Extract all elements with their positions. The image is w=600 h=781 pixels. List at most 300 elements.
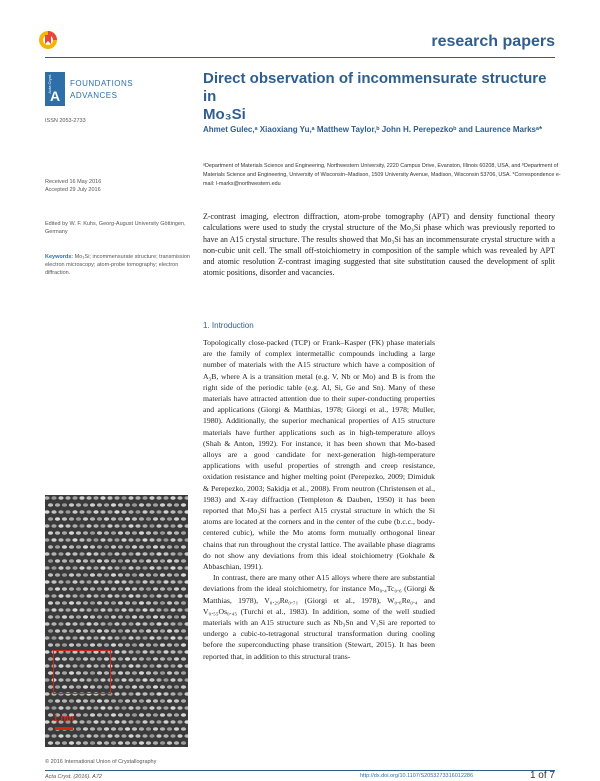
atom-column: [48, 503, 53, 507]
atom-column: [104, 643, 109, 647]
atom-column: [135, 538, 140, 542]
atom-column: [184, 524, 188, 528]
atom-column: [170, 552, 175, 556]
atom-column: [153, 615, 158, 619]
atom-column: [65, 594, 70, 598]
atom-column: [146, 517, 151, 521]
atom-column: [55, 699, 60, 703]
atom-column: [156, 650, 161, 654]
atom-column: [93, 538, 98, 542]
atom-column: [167, 657, 172, 661]
atom-column: [156, 706, 161, 710]
atom-column: [93, 510, 98, 514]
atom-column: [128, 650, 133, 654]
atom-column: [125, 587, 130, 591]
page-number: 1 of 7: [529, 770, 555, 781]
atom-column: [174, 559, 179, 563]
atom-column: [100, 580, 105, 584]
atom-column: [104, 517, 109, 521]
atom-column: [83, 559, 88, 563]
atom-column: [125, 517, 130, 521]
atom-column: [174, 713, 179, 717]
atom-column: [125, 643, 130, 647]
atom-column: [139, 629, 144, 633]
atom-column: [79, 608, 84, 612]
atom-column: [128, 510, 133, 514]
atom-column: [62, 601, 67, 605]
atom-column: [170, 622, 175, 626]
authors: Ahmet Gulec,ᵃ Xiaoxiang Yu,ᵃ Matthew Taylor,ᵇ John H. Perepezkoᵇ and Laurence Marksᵃ*: [203, 125, 543, 134]
atom-column: [121, 622, 126, 626]
atom-column: [163, 552, 168, 556]
atom-column: [184, 636, 188, 640]
atom-column: [163, 678, 168, 682]
atom-column: [177, 636, 182, 640]
atom-column: [156, 524, 161, 528]
atom-column: [125, 685, 130, 689]
atom-column: [135, 580, 140, 584]
atom-column: [86, 552, 91, 556]
atom-column: [104, 741, 109, 745]
atom-column: [62, 699, 67, 703]
atom-column: [107, 538, 112, 542]
atom-column: [65, 706, 70, 710]
atom-column: [72, 510, 77, 514]
atom-column: [184, 650, 188, 654]
atom-column: [153, 517, 158, 521]
atom-column: [184, 692, 188, 696]
atom-column: [93, 720, 98, 724]
atom-column: [62, 587, 67, 591]
atom-column: [167, 699, 172, 703]
atom-column: [181, 503, 186, 507]
header-divider: [45, 57, 555, 58]
atom-column: [72, 706, 77, 710]
atom-column: [118, 629, 123, 633]
atom-column: [184, 496, 188, 500]
atom-column: [160, 657, 165, 661]
atom-column: [128, 608, 133, 612]
atom-column: [107, 734, 112, 738]
atom-column: [177, 706, 182, 710]
atom-column: [62, 741, 67, 745]
atom-column: [163, 720, 168, 724]
atom-column: [128, 538, 133, 542]
atom-column: [121, 608, 126, 612]
atom-column: [163, 510, 168, 514]
atom-column: [174, 741, 179, 745]
atom-column: [121, 692, 126, 696]
atom-column: [90, 727, 95, 731]
atom-column: [135, 664, 140, 668]
received-date: Received 16 May 2016: [45, 179, 102, 185]
atom-column: [121, 720, 126, 724]
atom-column: [55, 601, 60, 605]
atom-column: [149, 734, 154, 738]
atom-column: [114, 678, 119, 682]
atom-column: [76, 629, 81, 633]
atom-column: [55, 587, 60, 591]
atom-column: [142, 552, 147, 556]
atom-column: [160, 699, 165, 703]
atom-column: [107, 566, 112, 570]
atom-column: [51, 636, 56, 640]
atom-column: [132, 587, 137, 591]
atom-column: [79, 510, 84, 514]
atom-column: [93, 636, 98, 640]
atom-column: [104, 559, 109, 563]
atom-column: [170, 566, 175, 570]
atom-column: [153, 559, 158, 563]
atom-column: [139, 643, 144, 647]
atom-column: [181, 531, 186, 535]
atom-column: [90, 503, 95, 507]
atom-column: [125, 741, 130, 745]
atom-column: [107, 608, 112, 612]
atom-column: [65, 608, 70, 612]
atom-column: [139, 503, 144, 507]
atom-column: [55, 643, 60, 647]
atom-column: [58, 594, 63, 598]
atom-column: [128, 594, 133, 598]
atom-column: [167, 629, 172, 633]
atom-column: [142, 650, 147, 654]
atom-column: [83, 545, 88, 549]
atom-column: [181, 573, 186, 577]
atom-column: [62, 573, 67, 577]
atom-column: [170, 706, 175, 710]
atom-column: [167, 545, 172, 549]
atom-column: [90, 531, 95, 535]
microscopy-image: [45, 495, 188, 747]
atom-column: [184, 538, 188, 542]
atom-column: [45, 496, 50, 500]
atom-column: [86, 510, 91, 514]
atom-column: [118, 573, 123, 577]
atom-column: [90, 699, 95, 703]
atom-column: [76, 559, 81, 563]
atom-column: [97, 587, 102, 591]
atom-column: [100, 524, 105, 528]
atom-column: [121, 552, 126, 556]
atom-column: [93, 594, 98, 598]
atom-column: [45, 650, 50, 654]
atom-column: [58, 496, 63, 500]
atom-column: [45, 664, 50, 668]
atom-column: [48, 727, 53, 731]
journal-name: [70, 78, 133, 102]
atom-column: [111, 713, 116, 717]
citation: Acta Cryst. (2016). A72: [45, 774, 102, 780]
atom-column: [97, 573, 102, 577]
atom-column: [170, 664, 175, 668]
atom-column: [128, 734, 133, 738]
atom-column: [62, 559, 67, 563]
atom-column: [118, 685, 123, 689]
atom-column: [146, 657, 151, 661]
atomic-lattice-pattern: [45, 495, 188, 747]
atom-column: [132, 545, 137, 549]
copyright: © 2016 International Union of Crystallography: [45, 759, 157, 765]
atom-column: [72, 594, 77, 598]
atom-column: [111, 601, 116, 605]
atom-column: [125, 601, 130, 605]
atom-column: [86, 594, 91, 598]
atom-column: [114, 552, 119, 556]
atom-column: [142, 636, 147, 640]
atom-column: [62, 531, 67, 535]
atom-column: [100, 566, 105, 570]
atom-column: [83, 531, 88, 535]
atom-column: [181, 615, 186, 619]
atom-column: [83, 615, 88, 619]
atom-column: [104, 531, 109, 535]
atom-column: [83, 587, 88, 591]
atom-column: [139, 741, 144, 745]
atom-column: [174, 615, 179, 619]
atom-column: [121, 650, 126, 654]
atom-column: [174, 657, 179, 661]
atom-column: [149, 552, 154, 556]
atom-column: [146, 727, 151, 731]
atom-column: [135, 566, 140, 570]
atom-column: [58, 566, 63, 570]
atom-column: [121, 664, 126, 668]
atom-column: [125, 727, 130, 731]
atom-column: [156, 678, 161, 682]
atom-column: [181, 741, 186, 745]
atom-column: [118, 713, 123, 717]
atom-column: [160, 517, 165, 521]
atom-column: [132, 573, 137, 577]
atom-column: [76, 531, 81, 535]
atom-column: [51, 706, 56, 710]
atom-column: [153, 713, 158, 717]
atom-column: [58, 622, 63, 626]
atom-column: [118, 559, 123, 563]
atom-column: [121, 594, 126, 598]
atom-column: [114, 524, 119, 528]
atom-column: [107, 496, 112, 500]
atom-column: [149, 650, 154, 654]
atom-column: [121, 636, 126, 640]
atom-column: [51, 496, 56, 500]
atom-column: [62, 615, 67, 619]
atom-column: [128, 678, 133, 682]
atom-column: [72, 538, 77, 542]
atom-column: [139, 727, 144, 731]
abstract: Z-contrast imaging, electron diffraction, atom-probe tomography (APT) and density functional theory calculations were used to study the crystal structure of the Mo₃Si phase which was previously reported to have an A15 crystal structure. The results showed that Mo₃Si has an incommensurate crystal structure with a non-cubic unit cell. The small off-stoichiometry in composition of the sample which was revealed by APT and atomic resolution Z-contrast imaging suggested that site substitution caused the development of split atomic positions, disorder and vacancies.: [203, 212, 555, 278]
atom-column: [177, 496, 182, 500]
atom-column: [104, 503, 109, 507]
atom-column: [177, 692, 182, 696]
atom-column: [72, 524, 77, 528]
atom-column: [111, 559, 116, 563]
atom-column: [156, 594, 161, 598]
atom-column: [128, 580, 133, 584]
doi-link[interactable]: http://dx.doi.org/10.1107/S2053273316012286: [360, 773, 474, 779]
atom-column: [135, 636, 140, 640]
atom-column: [76, 643, 81, 647]
atom-column: [153, 671, 158, 675]
atom-column: [142, 510, 147, 514]
atom-column: [170, 734, 175, 738]
atom-column: [104, 587, 109, 591]
atom-column: [177, 580, 182, 584]
atom-column: [156, 734, 161, 738]
atom-column: [86, 734, 91, 738]
dates: [45, 178, 193, 194]
atom-column: [139, 559, 144, 563]
atom-column: [174, 601, 179, 605]
atom-column: [146, 699, 151, 703]
atom-column: [174, 629, 179, 633]
atom-column: [69, 699, 74, 703]
atom-column: [58, 706, 63, 710]
atom-column: [163, 538, 168, 542]
atom-column: [69, 573, 74, 577]
atom-column: [170, 650, 175, 654]
atom-column: [177, 552, 182, 556]
atom-column: [48, 545, 53, 549]
atom-column: [156, 580, 161, 584]
atom-column: [100, 622, 105, 626]
atom-column: [65, 538, 70, 542]
keywords: [45, 253, 193, 277]
atom-column: [156, 720, 161, 724]
atom-column: [107, 594, 112, 598]
atom-column: [58, 524, 63, 528]
atom-column: [177, 510, 182, 514]
atom-column: [69, 545, 74, 549]
atom-column: [181, 587, 186, 591]
keywords-label: Keywords:: [45, 254, 74, 260]
atom-column: [45, 622, 50, 626]
atom-column: [90, 559, 95, 563]
journal-name-line1: FOUNDATIONS: [70, 79, 134, 88]
atom-column: [184, 552, 188, 556]
atom-column: [114, 706, 119, 710]
atom-column: [58, 580, 63, 584]
atom-column: [156, 566, 161, 570]
atom-column: [153, 699, 158, 703]
atom-column: [121, 566, 126, 570]
atom-column: [62, 503, 67, 507]
atom-column: [86, 580, 91, 584]
atom-column: [69, 503, 74, 507]
atom-column: [167, 559, 172, 563]
atom-column: [114, 594, 119, 598]
atom-column: [97, 517, 102, 521]
atom-column: [114, 636, 119, 640]
atom-column: [51, 594, 56, 598]
atom-column: [135, 622, 140, 626]
crossmark-icon[interactable]: [38, 30, 58, 52]
atom-column: [139, 601, 144, 605]
atom-column: [146, 601, 151, 605]
atom-column: [128, 566, 133, 570]
atom-column: [170, 496, 175, 500]
atom-column: [118, 503, 123, 507]
atom-column: [170, 538, 175, 542]
atom-column: [65, 524, 70, 528]
atom-column: [167, 727, 172, 731]
atom-column: [142, 720, 147, 724]
atom-column: [114, 510, 119, 514]
atom-column: [167, 573, 172, 577]
atom-column: [181, 559, 186, 563]
atom-column: [156, 552, 161, 556]
title-line1: Direct observation of incommensurate structure in: [203, 70, 547, 105]
atom-column: [184, 678, 188, 682]
atom-column: [142, 594, 147, 598]
atom-column: [167, 503, 172, 507]
atom-column: [132, 615, 137, 619]
atom-column: [51, 608, 56, 612]
atom-column: [149, 510, 154, 514]
atom-column: [174, 671, 179, 675]
atom-column: [97, 601, 102, 605]
atom-column: [90, 615, 95, 619]
atom-column: [76, 601, 81, 605]
atom-column: [174, 587, 179, 591]
atom-column: [100, 538, 105, 542]
atom-column: [58, 734, 63, 738]
atom-column: [104, 629, 109, 633]
atom-column: [69, 531, 74, 535]
atom-column: [79, 566, 84, 570]
atom-column: [48, 629, 53, 633]
atom-column: [51, 580, 56, 584]
atom-column: [125, 671, 130, 675]
atom-column: [97, 713, 102, 717]
atom-column: [65, 636, 70, 640]
atom-column: [114, 580, 119, 584]
atom-column: [174, 517, 179, 521]
section-heading: 1. Introduction: [203, 321, 254, 330]
atom-column: [184, 622, 188, 626]
atom-column: [181, 657, 186, 661]
atom-column: [79, 734, 84, 738]
atom-column: [132, 629, 137, 633]
atom-column: [125, 573, 130, 577]
atom-column: [128, 496, 133, 500]
atom-column: [111, 727, 116, 731]
atom-column: [167, 601, 172, 605]
atom-column: [93, 608, 98, 612]
atom-column: [104, 545, 109, 549]
atom-column: [132, 559, 137, 563]
atom-column: [163, 594, 168, 598]
atom-column: [45, 706, 50, 710]
atom-column: [118, 657, 123, 661]
atom-column: [170, 524, 175, 528]
atom-column: [170, 594, 175, 598]
atom-column: [79, 636, 84, 640]
atom-column: [83, 741, 88, 745]
atom-column: [93, 622, 98, 626]
atom-column: [111, 517, 116, 521]
atom-column: [76, 517, 81, 521]
atom-column: [167, 517, 172, 521]
atom-column: [100, 636, 105, 640]
atom-column: [121, 524, 126, 528]
logo-small-text: Acta Cryst.: [47, 74, 52, 94]
atom-column: [76, 573, 81, 577]
atom-column: [125, 503, 130, 507]
atom-column: [107, 510, 112, 514]
atom-column: [135, 692, 140, 696]
